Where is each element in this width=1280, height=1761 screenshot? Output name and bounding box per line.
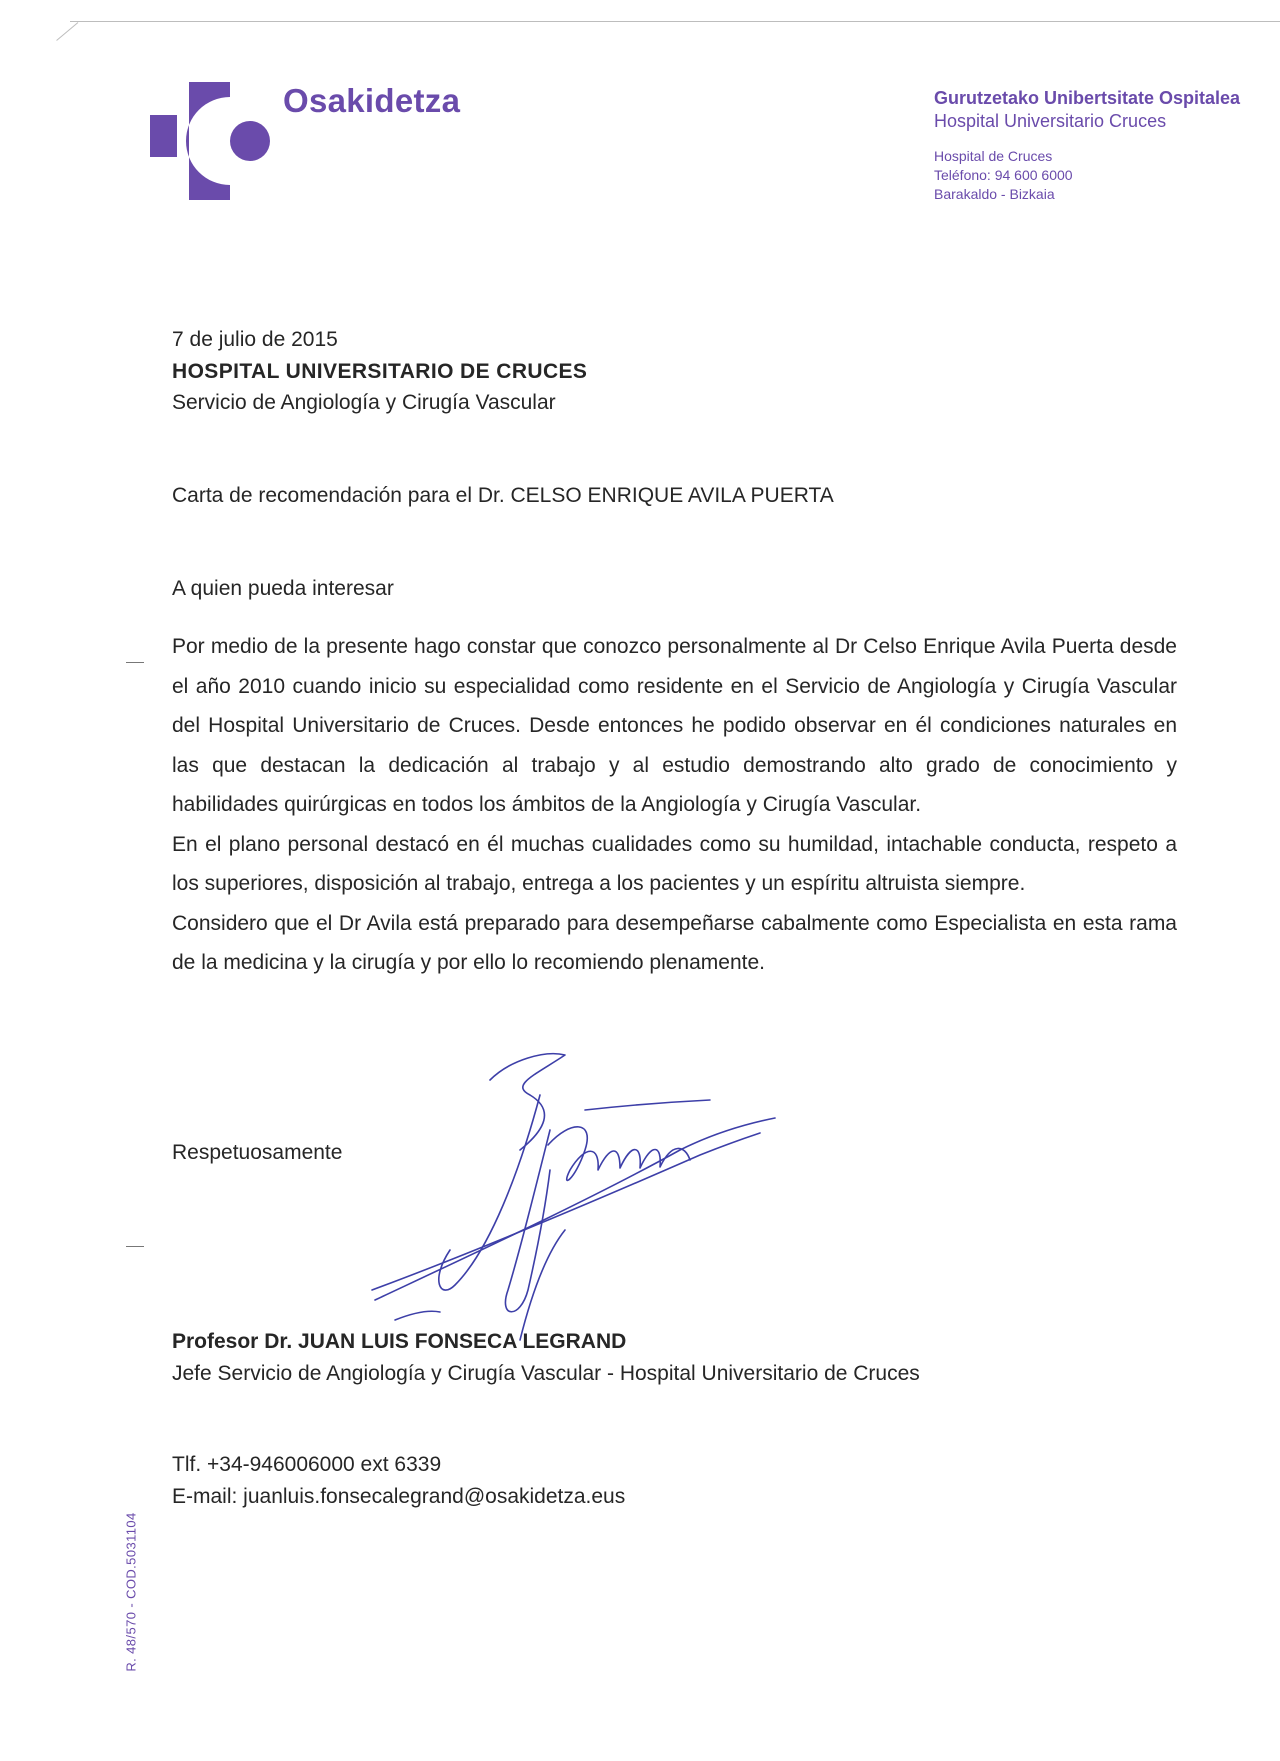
- letter-date: 7 de julio de 2015: [172, 328, 338, 351]
- letter-department: Servicio de Angiología y Cirugía Vascular: [172, 391, 556, 414]
- form-code: R. 48/570 - COD.5031104: [123, 1512, 139, 1672]
- hospital-name-basque: Gurutzetako Unibertsitate Ospitalea: [934, 88, 1241, 108]
- signer-title: Jefe Servicio de Angiología y Cirugía Vascular - Hospital Universitario de Cruces: [172, 1362, 920, 1385]
- fold-mark: [126, 662, 144, 663]
- letter-hospital: HOSPITAL UNIVERSITARIO DE CRUCES: [172, 360, 588, 383]
- address-line: Teléfono: 94 600 6000: [934, 167, 1073, 183]
- osakidetza-logo-icon: [150, 82, 270, 200]
- signer-name: Profesor Dr. JUAN LUIS FONSECA LEGRAND: [172, 1330, 627, 1353]
- body-paragraph: Considero que el Dr Avila está preparado para desempeñarse cabalmente como Especialista en esta rama de la medicina y la cirugía y por ello lo recomiendo plenamente.: [172, 911, 1177, 974]
- brand-name: Osakidetza: [283, 82, 461, 119]
- body-paragraph: Por medio de la presente hago constar que conozco personalmente al Dr Celso Enrique Avila Puerta desde el año 2010 cuando inicio su especialidad como residente en el Servicio de Angiología y Cirugía Vascular del Hospital Universitario de Cruces. Desde entonces he podido observar en él condiciones naturales en las que destacan la dedicación al trabajo y al estudio demostrando alto grado de conocimiento y habilidades quirúrgicas en todos los ámbitos de la Angiología y Cirugía Vascular.: [172, 635, 1177, 816]
- page-top-edge: [70, 21, 1280, 22]
- hospital-header: [934, 87, 1240, 204]
- signer-email: E-mail: juanluis.fonsecalegrand@osakidetza.eus: [172, 1485, 626, 1508]
- address-line: Hospital de Cruces: [934, 148, 1053, 164]
- letter-body: [172, 627, 1177, 983]
- hospital-address: [934, 147, 1240, 204]
- address-line: Barakaldo - Bizkaia: [934, 186, 1055, 202]
- page-corner-edge: [56, 22, 78, 41]
- letter-subject: Carta de recomendación para el Dr. CELSO ENRIQUE AVILA PUERTA: [172, 484, 834, 507]
- letter-closing: Respetuosamente: [172, 1141, 343, 1164]
- fold-mark: [126, 1246, 144, 1247]
- hospital-name-spanish: Hospital Universitario Cruces: [934, 111, 1167, 131]
- signer-phone: Tlf. +34-946006000 ext 6339: [172, 1453, 442, 1476]
- letter-greeting: A quien pueda interesar: [172, 577, 394, 600]
- body-paragraph: En el plano personal destacó en él muchas cualidades como su humildad, intachable conducta, respeto a los superiores, disposición al trabajo, entrega a los pacientes y un espíritu altruista siempre.: [172, 832, 1177, 895]
